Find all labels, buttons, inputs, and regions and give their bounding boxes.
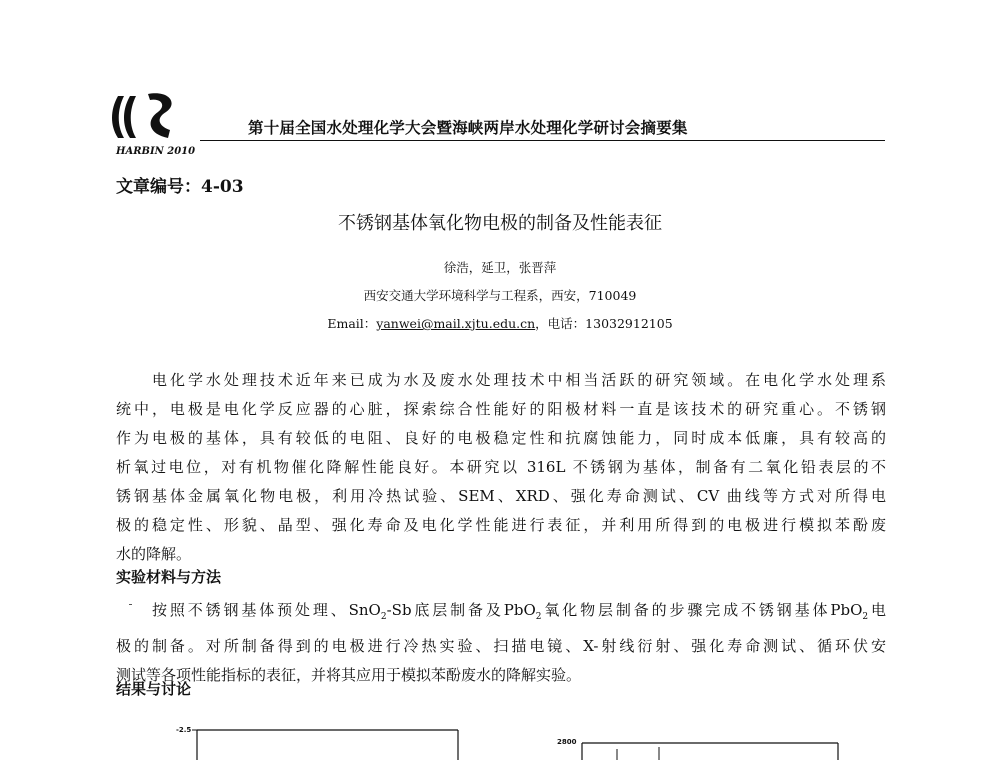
figure-right-plot <box>555 735 840 760</box>
methods-text-a: 按照不锈钢基体预处理、SnO <box>152 601 381 619</box>
article-number: 文章编号：4-03 <box>116 177 244 197</box>
methods-paragraph <box>116 596 886 690</box>
methods-text-d: 电 <box>868 601 886 619</box>
logo-wordmark: HARBIN 2010 <box>116 146 196 157</box>
figure-left-plot <box>170 720 460 760</box>
abstract-line: 析氧过电位，对有机物催化降解性能良好。本研究以 316L 不锈钢为基体，制备有二氧化铅表层的不 <box>116 458 886 476</box>
methods-heading: 实验材料与方法 <box>116 568 222 586</box>
email-link[interactable]: yanwei@mail.xjtu.edu.cn <box>376 316 536 331</box>
abstract-line: 锈钢基体金属氧化物电极，利用冷热试验、SEM、XRD、强化寿命测试、CV 曲线等方式对所得电 <box>116 487 886 505</box>
conference-header-title: 第十届全国水处理化学大会暨海峡两岸水处理化学研讨会摘要集 <box>248 118 688 137</box>
affiliation: 西安交通大学环境科学与工程系，西安，710049 <box>363 288 637 303</box>
contact-info <box>0 314 1000 332</box>
abstract-line: 极的稳定性、形貌、晶型、强化寿命及电化学性能进行表征，并利用所得到的电极进行模拟苯酚废 <box>116 516 886 534</box>
phone-info: ，电话：13032912105 <box>535 316 673 331</box>
conference-logo <box>108 90 200 158</box>
abstract-line: 水的降解。 <box>116 545 192 563</box>
methods-line: 极的制备。对所制备得到的电极进行冷热实验、扫描电镜、X-射线衍射、强化寿命测试、循环伏安 <box>116 637 886 655</box>
abstract-paragraph <box>116 366 886 569</box>
paper-title: 不锈钢基体氧化物电极的制备及性能表征 <box>338 213 662 234</box>
right-y-tick-label: 2800 <box>557 738 577 746</box>
methods-line: 测试等各项性能指标的表征，并将其应用于模拟苯酚废水的降解实验。 <box>116 666 582 684</box>
header-rule <box>200 140 885 141</box>
methods-line <box>116 596 886 632</box>
abstract-line: 统中，电极是电化学反应器的心脏，探索综合性能好的阳极材料一直是该技术的研究重心。不锈钢 <box>116 400 886 418</box>
email-label: Email： <box>327 316 377 331</box>
methods-text-b: -Sb底层制备及PbO <box>386 601 536 619</box>
abstract-line: 电化学水处理技术近年来已成为水及废水处理技术中相当活跃的研究领域。在电化学水处理系 <box>152 371 886 389</box>
abstract-line: 作为电极的基体，具有较低的电阻、良好的电极稳定性和抗腐蚀能力，同时成本低廉，具有较高的 <box>116 429 886 447</box>
subscript-2: 2 <box>380 612 387 622</box>
subscript-2: 2 <box>535 612 542 622</box>
subscript-2: 2 <box>862 612 869 622</box>
results-heading: 结果与讨论 <box>116 680 192 698</box>
left-y-tick-label: -2.5 <box>176 726 192 734</box>
methods-text-c: 氧化物层制备的步骤完成不锈钢基体PbO <box>541 601 863 619</box>
authors: 徐浩，延卫，张晋萍 <box>443 260 557 275</box>
